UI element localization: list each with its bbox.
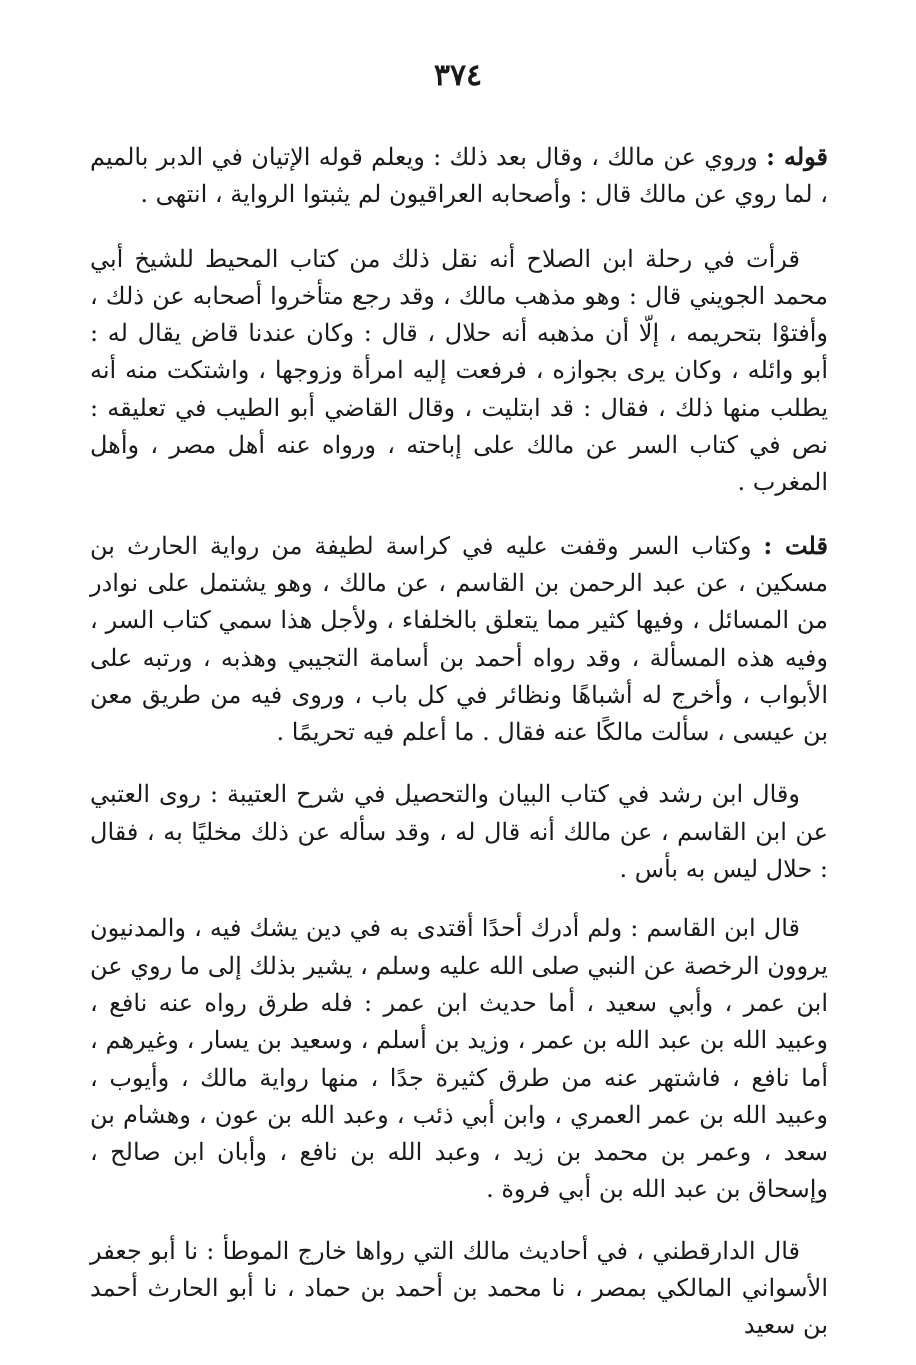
paragraph-ibn-salah [90, 241, 828, 502]
paragraph-ibn-qasim [90, 910, 828, 1208]
paragraph-text: قال الدارقطني ، في أحاديث مالك التي رواها خارج الموطأ : نا أبو جعفر الأسواني المالكي بمصر ، نا محمد بن أحمد بن حماد ، نا أبو الحارث أحمد بن سعيد [90, 1236, 828, 1340]
paragraph-lead: قوله : [766, 142, 829, 171]
paragraph-daraqutni [90, 1233, 828, 1345]
page-body [90, 138, 828, 1365]
paragraph-text: وقال ابن رشد في كتاب البيان والتحصيل في شرح العتيبة : روى العتبي عن ابن القاسم ، عن مالك أنه قال له ، وقد سأله عن ذلك مخليًا به ، فقال : حلال ليس به بأس . [90, 780, 828, 884]
paragraph-qultu [90, 527, 828, 752]
paragraph-text: وروي عن مالك ، وقال بعد ذلك : ويعلم قوله الإتيان في الدبر بالميم ، لما روي عن مالك قال : وأصحابه العراقيون لم يثبتوا الرواية ، انتهى . [90, 143, 828, 209]
paragraph-ibn-rushd [90, 776, 828, 888]
paragraph-text: قال ابن القاسم : ولم أدرك أحدًا أقتدى به في دين يشك فيه ، والمدنيون يروون الرخصة عن النبي صلى الله عليه وسلم ، يشير بذلك إلى ما روي عن ابن عمر ، وأبي سعيد ، أما حديث ابن عمر : فله طرق رواه عنه نافع ، وعبيد الله بن عبد الله بن عمر ، وزيد بن أسلم ، وسعيد بن يسار ، وغيرهم ، أما نافع ، فاشتهر عنه من طرق كثيرة جدًا ، منها رواية مالك ، وأيوب ، وعبيد الله بن عمر العمري ، وابن أبي ذئب ، وعبد الله بن عون ، وهشام بن سعد ، وعمر بن محمد بن زيد ، وعبد الله بن نافع ، وأبان ابن صالح ، وإسحاق بن عبد الله بن أبي فروة . [90, 914, 828, 1204]
paragraph-qawluh [90, 138, 828, 214]
paragraph-text: قرأت في رحلة ابن الصلاح أنه نقل ذلك من كتاب المحيط للشيخ أبي محمد الجويني قال : وهو مذهب مالك ، وقد رجع متأخروا أصحابه عن ذلك ، وأفتوْا بتحريمه ، إلّا أن مذهبه أنه حلال ، قال : وكان عندنا قاض يقال له : أبو وائله ، وكان يرى بجوازه ، فرفعت إليه امرأة وزوجها ، واشتكت منه أنه يطلب منها ذلك ، فقال : قد ابتليت ، وقال القاضي أبو الطيب في تعليقه : نص في كتاب السر عن مالك على إباحته ، ورواه عنه أهل مصر ، وأهل المغرب . [90, 244, 828, 497]
paragraph-lead: قلت : [763, 530, 828, 560]
paragraph-text: وكتاب السر وقفت عليه في كراسة لطيفة من رواية الحارث بن مسكين ، عن عبد الرحمن بن القاسم ، عن مالك ، وهو يشتمل على نوادر من المسائل ، وفيها كثير مما يتعلق بالخلفاء ، ولأجل هذا سمي كتاب السر ، وفيه هذه المسألة ، وقد رواه أحمد بن أسامة التجيبي وهذبه ، ورتبه على الأبواب ، وأخرج له أشباهًا ونظائر في كل باب ، وروى فيه من طريق معن بن عيسى ، سألت مالكًا عنه فقال . ما أعلم فيه تحريمًا . [90, 531, 828, 747]
page-number: ٣٧٤ [433, 58, 483, 93]
